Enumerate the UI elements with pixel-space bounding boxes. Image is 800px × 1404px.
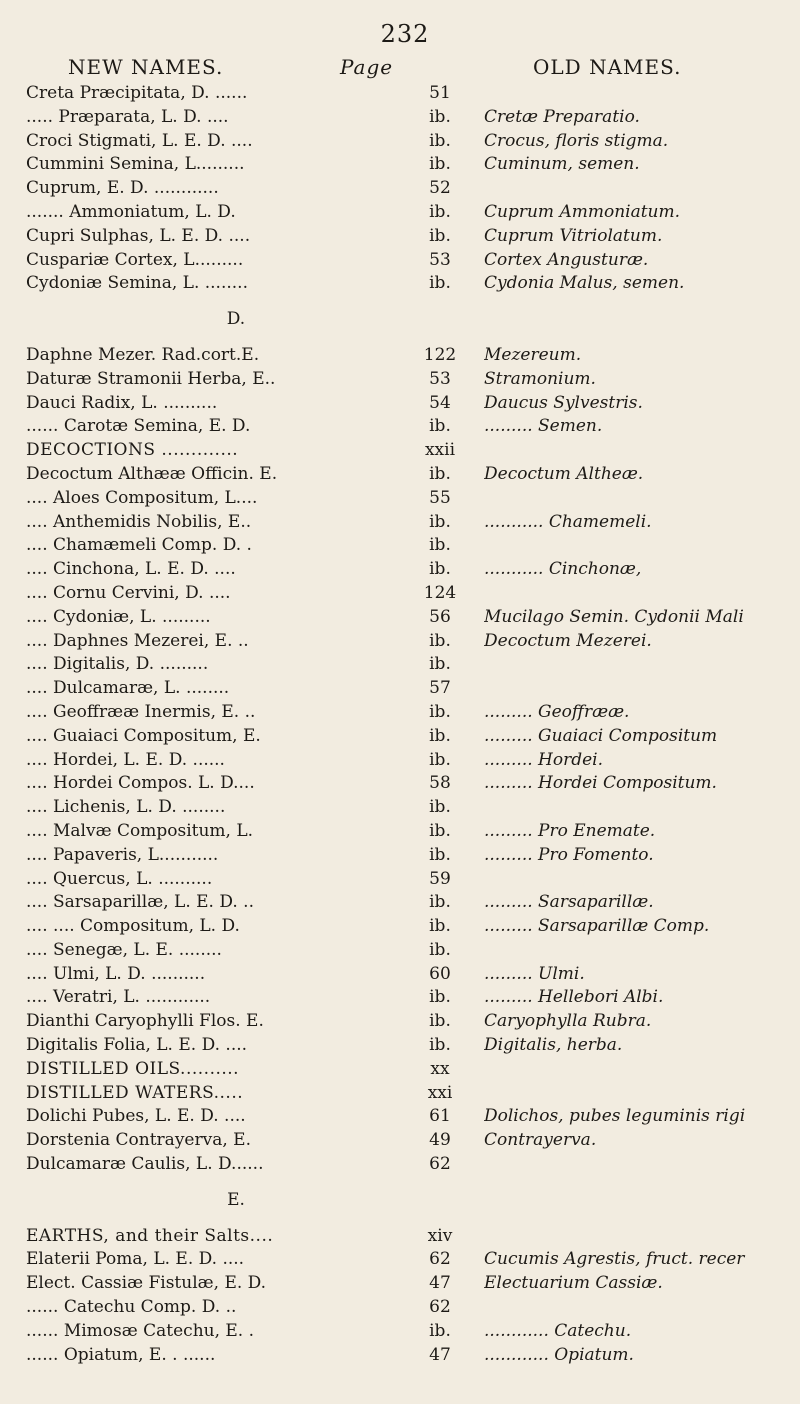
index-row	[0, 1296, 800, 1320]
old-name: Contrayerva.	[484, 1130, 597, 1151]
new-name: .... Malvæ Compositum, L.	[26, 820, 254, 841]
page-ref: ib.	[429, 416, 451, 437]
page-ref: ib.	[429, 106, 451, 127]
index-row	[0, 1248, 800, 1272]
page-ref: 51	[429, 83, 451, 103]
new-name: Elaterii Poma, L. E. D. ....	[26, 1249, 245, 1270]
new-name: .... Digitalis, D. .........	[26, 654, 209, 675]
index-row	[0, 796, 800, 820]
index-row	[0, 392, 800, 416]
section-heading-row	[0, 308, 800, 332]
old-names-header: OLD NAMES.	[533, 55, 682, 79]
page-ref: ib.	[429, 535, 451, 556]
old-name: Cuprum Ammoniatum.	[484, 201, 681, 222]
old-name: Cortex Angusturæ.	[484, 249, 649, 270]
new-name: Dorstenia Contrayerva, E.	[26, 1130, 251, 1151]
old-name: Cuminum, semen.	[484, 154, 640, 175]
new-name: D.	[226, 309, 246, 330]
page-ref: ib.	[429, 987, 451, 1008]
new-name: .... Veratri, L. ............	[26, 987, 211, 1008]
old-name: Cydonia Malus, semen.	[484, 273, 685, 294]
old-name: Daucus Sylvestris.	[484, 392, 643, 413]
page-ref: 58	[429, 773, 451, 794]
index-row	[0, 1010, 800, 1034]
page-ref: ib.	[429, 1035, 451, 1056]
old-name: ......... Geoffrææ.	[484, 701, 630, 722]
old-name: Electuarium Cassiæ.	[484, 1273, 663, 1294]
page-ref: ib.	[429, 154, 451, 175]
index-row	[0, 868, 800, 892]
new-name: .... Senegæ, L. E. ........	[26, 939, 222, 960]
new-name: Dianthi Caryophylli Flos. E.	[26, 1011, 264, 1032]
index-row	[0, 249, 800, 273]
old-name: ......... Hellebori Albi.	[484, 987, 664, 1008]
index-row	[0, 153, 800, 177]
old-name: Mezereum.	[484, 344, 582, 365]
old-name: ............ Opiatum.	[484, 1344, 634, 1365]
new-name: DISTILLED OILS..........	[26, 1058, 240, 1079]
index-row	[0, 653, 800, 677]
page-ref: 47	[429, 1273, 451, 1294]
index-row	[0, 439, 800, 463]
index-row	[0, 1272, 800, 1296]
new-name: .... Hordei, L. E. D. ......	[26, 749, 225, 770]
index-row	[0, 201, 800, 225]
new-name: Cupri Sulphas, L. E. D. ....	[26, 225, 251, 246]
page-ref: ib.	[429, 892, 451, 913]
old-name: ......... Sarsaparillæ Comp.	[484, 916, 710, 937]
page-ref: ib.	[429, 511, 451, 532]
new-name: .... Lichenis, L. D. ........	[26, 797, 226, 818]
new-name: Cydoniæ Semina, L. ........	[26, 273, 248, 294]
new-name: .... Chamæmeli Comp. D. .	[26, 535, 252, 556]
new-name: Dolichi Pubes, L. E. D. ....	[26, 1106, 246, 1127]
index-row	[0, 1082, 800, 1106]
index-row	[0, 1105, 800, 1129]
old-name: Decoctum Mezerei.	[484, 630, 652, 651]
old-name: ......... Hordei.	[484, 749, 604, 770]
page-ref: 57	[429, 678, 451, 699]
old-name: ......... Ulmi.	[484, 963, 585, 984]
new-name: ....... Ammoniatum, L. D.	[26, 201, 236, 222]
page-ref: 52	[429, 178, 451, 199]
index-row	[0, 677, 800, 701]
page-ref: 60	[429, 963, 451, 984]
page-ref: ib.	[429, 130, 451, 151]
new-name: Daphne Mezer. Rad.cort.E.	[26, 344, 260, 365]
old-name: Decoctum Altheæ.	[484, 463, 644, 484]
new-name: .... Anthemidis Nobilis, E..	[26, 511, 252, 532]
old-name: ......... Guaiaci Compositum	[484, 725, 718, 746]
index-row	[0, 130, 800, 154]
page-ref: 53	[429, 368, 451, 389]
index-lines	[0, 82, 800, 1367]
page-ref: ib.	[429, 844, 451, 865]
new-name: Elect. Cassiæ Fistulæ, E. D.	[26, 1273, 267, 1294]
new-name: .... Quercus, L. ..........	[26, 868, 213, 889]
new-name: Creta Præcipitata, D. ......	[26, 83, 248, 103]
new-name: ...... Catechu Comp. D. ..	[26, 1297, 237, 1318]
new-name: .... Cinchona, L. E. D. ....	[26, 559, 236, 580]
old-name: Cucumis Agrestis, fruct. recer	[484, 1249, 745, 1270]
index-row	[0, 272, 800, 296]
index-row	[0, 177, 800, 201]
new-name: .... Cydoniæ, L. .........	[26, 606, 211, 627]
page-ref: xxii	[424, 440, 456, 461]
old-name: ........... Cinchonæ,	[484, 559, 642, 580]
new-name: ...... Opiatum, E. . ......	[26, 1344, 216, 1365]
page-ref: 62	[429, 1249, 451, 1270]
old-name: ............ Catechu.	[484, 1320, 632, 1341]
new-name: Daturæ Stramonii Herba, E..	[26, 368, 276, 389]
index-row	[0, 582, 800, 606]
new-name: .... Dulcamaræ, L. ........	[26, 678, 230, 699]
new-name: E.	[227, 1189, 245, 1210]
page-ref: 47	[429, 1344, 451, 1365]
index-row	[0, 1320, 800, 1344]
page-ref: 62	[429, 1297, 451, 1318]
index-row	[0, 1225, 800, 1249]
index-row	[0, 606, 800, 630]
page-ref: ib.	[429, 463, 451, 484]
index-row	[0, 891, 800, 915]
old-name: Cuprum Vitriolatum.	[484, 225, 663, 246]
new-name: .... Hordei Compos. L. D....	[26, 773, 255, 794]
index-row	[0, 534, 800, 558]
new-name: .... Sarsaparillæ, L. E. D. ..	[26, 892, 254, 913]
index-row	[0, 1344, 800, 1368]
new-name: .... Papaveris, L...........	[26, 844, 219, 865]
new-name: .... Guaiaci Compositum, E.	[26, 725, 261, 746]
index-row	[0, 915, 800, 939]
page-ref: ib.	[429, 749, 451, 770]
page-number: 232	[380, 20, 430, 48]
page-ref: 49	[429, 1130, 451, 1151]
index-row	[0, 487, 800, 511]
new-name: .... Cornu Cervini, D. ....	[26, 582, 231, 603]
index-row	[0, 415, 800, 439]
page-ref: ib.	[429, 654, 451, 675]
page-ref: 124	[423, 582, 457, 603]
index-row	[0, 82, 800, 106]
page-ref: ib.	[429, 273, 451, 294]
page-ref: ib.	[429, 725, 451, 746]
index-row	[0, 368, 800, 392]
old-name: Cretæ Preparatio.	[484, 106, 640, 127]
index-row	[0, 963, 800, 987]
index-row	[0, 844, 800, 868]
index-row	[0, 725, 800, 749]
page-ref: 122	[423, 344, 457, 365]
index-row	[0, 749, 800, 773]
index-row	[0, 939, 800, 963]
old-name: Caryophylla Rubra.	[484, 1011, 652, 1032]
new-name: DECOCTIONS .............	[26, 440, 239, 461]
index-row	[0, 1129, 800, 1153]
new-name: ...... Mimosæ Catechu, E. .	[26, 1320, 255, 1341]
old-name: ......... Pro Fomento.	[484, 844, 654, 865]
index-row	[0, 820, 800, 844]
page-ref: 55	[429, 487, 451, 508]
new-names-header: NEW NAMES.	[68, 55, 224, 79]
page-ref: ib.	[429, 201, 451, 222]
new-name: .... Daphnes Mezerei, E. ..	[26, 630, 249, 651]
new-name: Dauci Radix, L. ..........	[26, 392, 218, 413]
index-row	[0, 225, 800, 249]
index-row	[0, 558, 800, 582]
old-name: ........... Chamemeli.	[484, 511, 652, 532]
index-row	[0, 106, 800, 130]
page-ref: xiv	[427, 1225, 453, 1246]
page-ref: ib.	[429, 701, 451, 722]
index-row	[0, 701, 800, 725]
index-row	[0, 344, 800, 368]
new-name: Cuspariæ Cortex, L.........	[26, 249, 244, 270]
page-ref: 61	[429, 1106, 451, 1127]
new-name: .... .... Compositum, L. D.	[26, 916, 240, 937]
index-row	[0, 463, 800, 487]
index-row	[0, 1034, 800, 1058]
page-ref: xx	[430, 1058, 450, 1079]
new-name: .... Ulmi, L. D. ..........	[26, 963, 206, 984]
new-name: Cummini Semina, L.........	[26, 154, 245, 175]
page-column-header: Page	[340, 55, 394, 79]
page-ref: 56	[429, 606, 451, 627]
index-row	[0, 986, 800, 1010]
page-ref: ib.	[429, 939, 451, 960]
index-row	[0, 511, 800, 535]
new-name: Croci Stigmati, L. E. D. ....	[26, 130, 253, 151]
index-row	[0, 1153, 800, 1177]
index-row	[0, 1058, 800, 1082]
old-name: ......... Sarsaparillæ.	[484, 892, 654, 913]
old-name: ......... Pro Enemate.	[484, 820, 656, 841]
new-name: Decoctum Althææ Officin. E.	[26, 463, 278, 484]
index-row	[0, 630, 800, 654]
page-ref: ib.	[429, 559, 451, 580]
new-name: Digitalis Folia, L. E. D. ....	[26, 1035, 248, 1056]
old-name: Crocus, floris stigma.	[484, 130, 669, 151]
page-ref: ib.	[429, 916, 451, 937]
new-name: Dulcamaræ Caulis, L. D......	[26, 1154, 264, 1175]
new-name: Cuprum, E. D. ............	[26, 178, 219, 199]
new-name: EARTHS, and their Salts....	[26, 1225, 274, 1246]
old-name: Digitalis, herba.	[484, 1035, 623, 1056]
page-ref: ib.	[429, 797, 451, 818]
page-ref: ib.	[429, 630, 451, 651]
new-name: DISTILLED WATERS.....	[26, 1082, 244, 1103]
old-name: Stramonium.	[484, 368, 596, 389]
page-ref: ib.	[429, 820, 451, 841]
page-ref: ib.	[429, 1011, 451, 1032]
page-ref: 59	[429, 868, 451, 889]
old-name: ......... Hordei Compositum.	[484, 773, 717, 794]
page-ref: ib.	[429, 225, 451, 246]
section-heading-row	[0, 1189, 800, 1213]
old-name: Dolichos, pubes leguminis rigi	[484, 1106, 746, 1127]
page-ref: xxi	[427, 1082, 453, 1103]
index-row	[0, 772, 800, 796]
page-ref: ib.	[429, 1320, 451, 1341]
new-name: .... Aloes Compositum, L....	[26, 487, 258, 508]
old-name: ......... Semen.	[484, 416, 603, 437]
new-name: .... Geoffrææ Inermis, E. ..	[26, 701, 256, 722]
new-name: ..... Præparata, L. D. ....	[26, 106, 229, 127]
page-ref: 53	[429, 249, 451, 270]
page-ref: 62	[429, 1154, 451, 1175]
old-name: Mucilago Semin. Cydonii Mali	[484, 606, 744, 627]
page-ref: 54	[429, 392, 451, 413]
new-name: ...... Carotæ Semina, E. D.	[26, 416, 251, 437]
